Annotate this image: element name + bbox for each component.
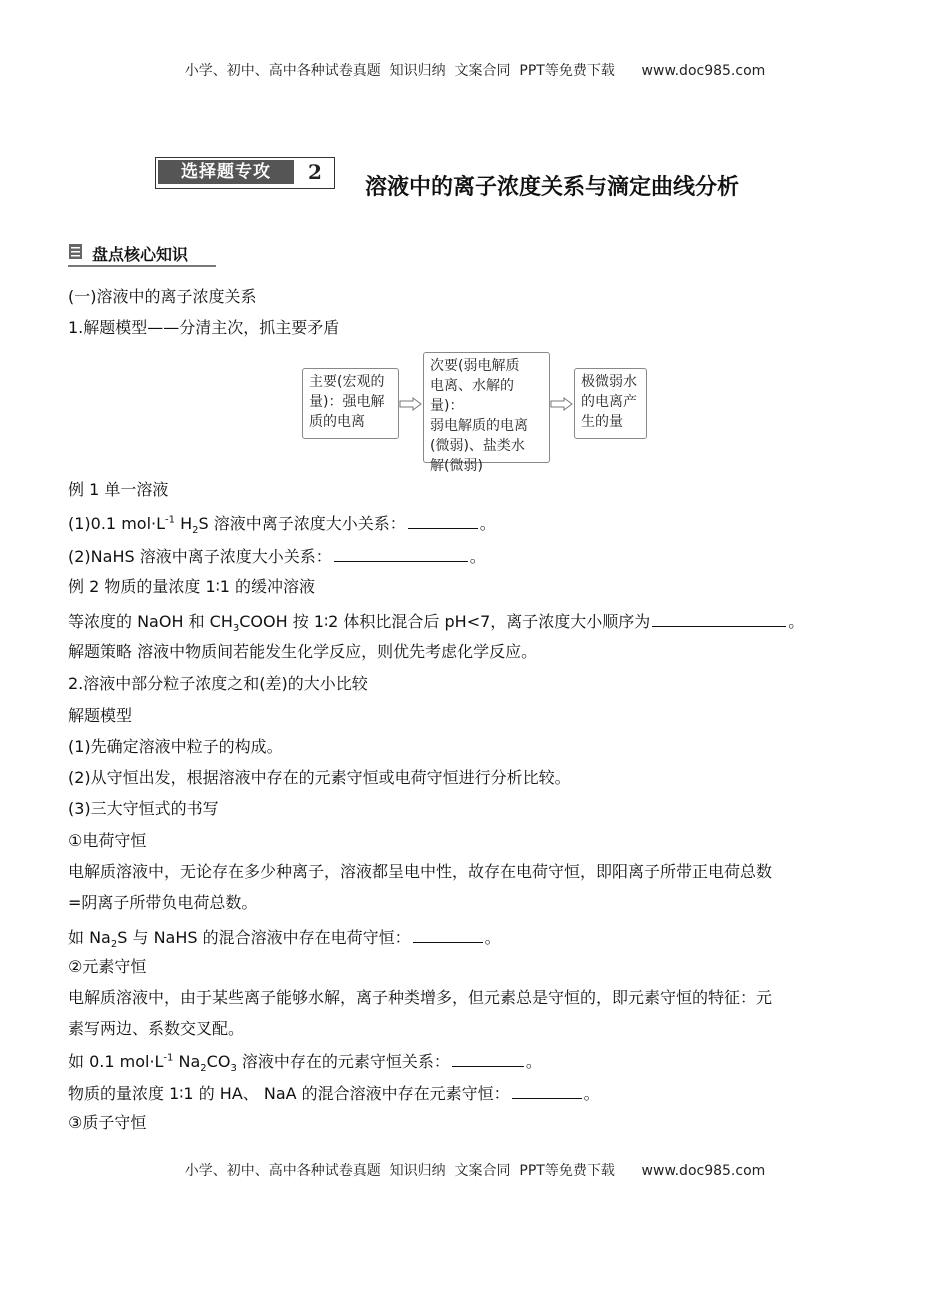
charge-conservation-heading: ①电荷守恒 [68,831,147,850]
example-1-q2: (2)NaHS 溶液中离子浓度大小关系： 。 [68,547,486,566]
example-1-heading: 例 1 单一溶液 [68,480,169,499]
element-conservation-heading: ②元素守恒 [68,957,147,976]
step-2: (2)从守恒出发，根据溶液中存在的元素守恒或电荷守恒进行分析比较。 [68,768,571,787]
charge-conservation-text-cont: =阴离子所带负电荷总数。 [68,893,258,912]
book-icon [68,243,84,261]
charge-conservation-example: 如 $Na_2S$ 与 NaHS 的混合溶液中存在电荷守恒： 。 [68,928,501,951]
answer-blank[interactable] [334,545,468,562]
strategy-text: 解题策略 溶液中物质间若能发生化学反应，则优先考虑化学反应。 [68,642,538,661]
step-3: (3)三大守恒式的书写 [68,799,219,818]
answer-blank[interactable] [408,512,478,529]
model-heading: 1.解题模型——分清主次，抓主要矛盾 [68,318,340,337]
topic-badge [155,157,335,189]
element-conservation-text: 电解质溶液中，由于某些离子能够水解，离子种类增多，但元素总是守恒的，即元素守恒的特征：元 [68,988,773,1007]
example-2-question: 等浓度的 NaOH 和 $CH_3COOH$ 按 1∶2 体积比混合后 pH<7，离子浓度大小顺序为 。 [68,612,805,635]
element-conservation-example-2: 物质的量浓度 1∶1 的 HA、 NaA 的混合溶液中存在元素守恒： 。 [68,1084,600,1103]
section-title: 盘点核心知识 [92,245,189,264]
charge-conservation-text: 电解质溶液中，无论存在多少种离子，溶液都呈电中性，故存在电荷守恒，即阳离子所带正电荷总数 [68,862,773,881]
heading-ion-relations: (一)溶液中的离子浓度关系 [68,287,257,306]
element-conservation-text-cont: 素写两边、系数交叉配。 [68,1019,245,1038]
answer-blank[interactable] [452,1050,524,1067]
element-conservation-example-1: 如 0.1 $mol\cdot L^{-1}$ $Na_2CO_3$ 溶液中存在的元素守恒关系： 。 [68,1052,542,1075]
example-1-q1: (1)0.1 $mol\cdot L^{-1}$ $H_2S$ 溶液中离子浓度大小关系： 。 [68,514,496,537]
page-title: 溶液中的离子浓度关系与滴定曲线分析 [365,175,740,200]
page-footer: 小学、初中、高中各种试卷真题 知识归纳 文案合同 PPT等免费下载 www.doc985.com [184,1163,766,1179]
step-1: (1)先确定溶液中粒子的构成。 [68,737,283,756]
model-label: 解题模型 [68,706,133,725]
section-divider [68,265,216,267]
flow-arrow-2 [550,396,574,415]
proton-conservation-heading: ③质子守恒 [68,1113,147,1132]
badge-label: 选择题专攻 [158,160,294,184]
badge-number: 2 [308,160,322,184]
flow-arrow-1 [399,396,423,415]
heading-particle-sum: 2.溶液中部分粒子浓度之和(差)的大小比较 [68,674,368,693]
answer-blank[interactable] [413,926,483,943]
answer-blank[interactable] [652,610,786,627]
flow-box-primary: 主要(宏观的 量)：强电解 质的电离 [302,368,399,439]
flow-box-minor: 极微弱水 的电离产 生的量 [574,368,647,439]
page-header: 小学、初中、高中各种试卷真题 知识归纳 文案合同 PPT等免费下载 www.doc985.com [184,63,766,79]
example-2-heading: 例 2 物质的量浓度 1∶1 的缓冲溶液 [68,577,316,596]
flow-box-secondary: 次要(弱电解质 电离、水解的量)： 弱电解质的电离 (微弱)、盐类水 解(微弱) [423,352,550,463]
answer-blank[interactable] [512,1082,582,1099]
